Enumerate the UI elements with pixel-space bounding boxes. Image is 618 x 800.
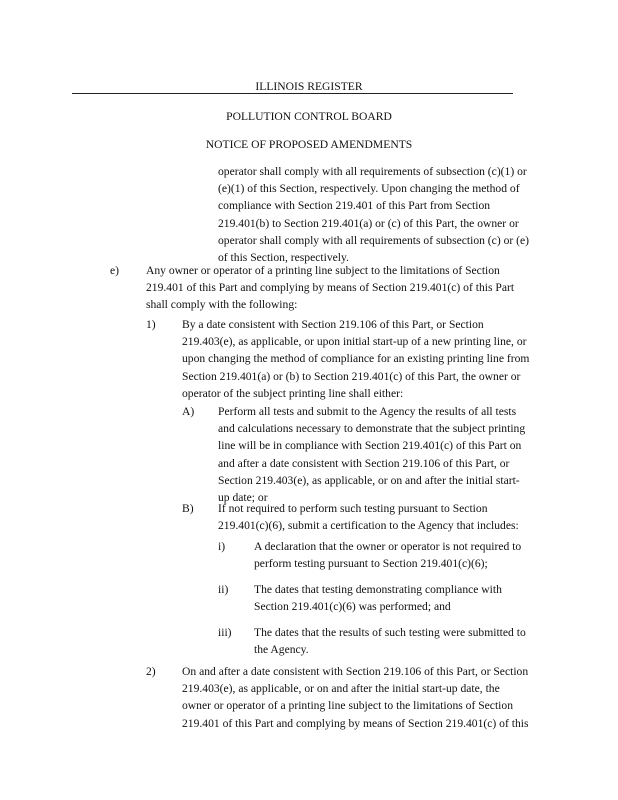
- text-line: 219.401 of this Part and complying by means of Section 219.401(c) of this Part: [146, 281, 515, 295]
- subsection-e-label: e): [110, 264, 120, 277]
- text-line: of this Section, respectively.: [218, 251, 349, 265]
- text-line: and calculations necessary to demonstrate that the subject printing: [218, 422, 526, 436]
- text-line: and after a date consistent with Section 219.106 of this Part, or: [218, 456, 510, 470]
- text-line: 219.401 of this Part and complying by means of Section 219.401(c) of this: [182, 716, 529, 730]
- item-i-label: i): [218, 540, 226, 553]
- text-line: On and after a date consistent with Section 219.106 of this Part, or Section: [182, 665, 529, 678]
- notice-title: NOTICE OF PROPOSED AMENDMENTS: [205, 138, 413, 151]
- item-2-text: [182, 663, 528, 732]
- text-line: Any owner or operator of a printing line subject to the limitations of Section: [146, 264, 500, 277]
- item-ii-text: [254, 581, 502, 615]
- text-line: upon changing the method of compliance for an existing printing line from: [182, 352, 530, 366]
- item-1-text: [182, 316, 529, 402]
- subsection-e-text: [146, 262, 514, 314]
- item-1-label: 1): [146, 318, 156, 331]
- header-rule: [72, 93, 513, 94]
- item-ii-label: ii): [218, 583, 229, 596]
- text-line: 219.401(b) to Section 219.401(a) or (c) of this Part, the owner or: [218, 216, 519, 230]
- text-line: operator shall comply with all requirements of subsection (c) or (e): [218, 233, 529, 247]
- text-line: perform testing pursuant to Section 219.401(c)(6);: [254, 557, 488, 571]
- item-iii-text: [254, 624, 526, 658]
- text-line: By a date consistent with Section 219.106 of this Part, or Section: [182, 318, 484, 331]
- item-iii-label: iii): [218, 626, 232, 639]
- text-line: A declaration that the owner or operator is not required to: [254, 540, 522, 553]
- text-line: up date; or: [218, 491, 268, 505]
- text-line: operator of the subject printing line shall either:: [182, 386, 404, 400]
- item-2-label: 2): [146, 665, 156, 678]
- text-line: If not required to perform such testing pursuant to Section: [218, 502, 488, 515]
- register-title: ILLINOIS REGISTER: [255, 80, 363, 93]
- text-line: The dates that the results of such testing were submitted to: [254, 626, 526, 639]
- item-B-label: B): [182, 502, 194, 515]
- text-line: Section 219.401(a) or (b) to Section 219.401(c) of this Part, the owner or: [182, 369, 521, 383]
- board-title: POLLUTION CONTROL BOARD: [226, 110, 392, 123]
- text-line: 219.401(c)(6), submit a certification to the Agency that includes:: [218, 519, 519, 533]
- text-line: Section 219.403(e), as applicable, or on and after the initial start-: [218, 473, 520, 487]
- item-i-text: [254, 538, 521, 572]
- text-line: line will be in compliance with Section 219.401(c) of this Part on: [218, 439, 522, 453]
- text-line: operator shall comply with all requirements of subsection (c)(1) or: [218, 165, 527, 178]
- text-line: the Agency.: [254, 643, 309, 657]
- item-A-label: A): [182, 405, 195, 418]
- text-line: The dates that testing demonstrating compliance with: [254, 583, 502, 596]
- continuation-paragraph: [218, 163, 529, 266]
- text-line: (e)(1) of this Section, respectively. Upon changing the method of: [218, 182, 520, 196]
- text-line: owner or operator of a printing line subject to the limitations of Section: [182, 699, 513, 713]
- item-A-text: [218, 403, 525, 506]
- text-line: shall comply with the following:: [146, 298, 298, 312]
- text-line: compliance with Section 219.401 of this Part from Section: [218, 199, 491, 213]
- text-line: 219.403(e), as applicable, or on and after the initial start-up date, the: [182, 682, 500, 696]
- text-line: Section 219.401(c)(6) was performed; and: [254, 600, 451, 614]
- text-line: 219.403(e), as applicable, or upon initial start-up of a new printing line, or: [182, 335, 527, 349]
- item-B-text: [218, 500, 519, 534]
- text-line: Perform all tests and submit to the Agency the results of all tests: [218, 405, 517, 418]
